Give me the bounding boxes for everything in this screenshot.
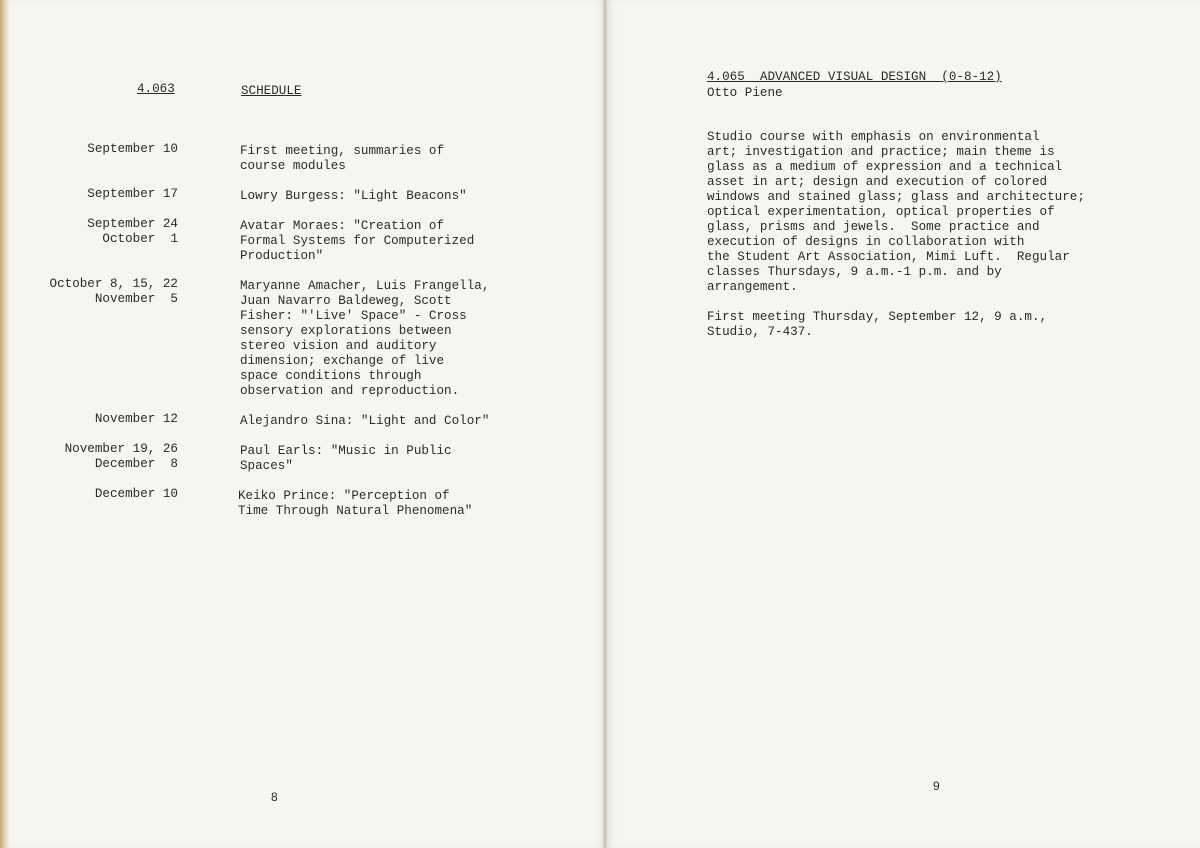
schedule-description: Avatar Moraes: "Creation of Formal Systems for Computerized Production" <box>240 219 475 263</box>
schedule-description: Paul Earls: "Music in Public Spaces" <box>240 444 452 473</box>
schedule-description: Alejandro Sina: "Light and Color" <box>240 414 490 428</box>
first-meeting: First meeting Thursday, September 12, 9 a.m., Studio, 7-437. <box>707 310 1048 339</box>
instructor: Otto Piene <box>707 86 783 100</box>
schedule-description: First meeting, summaries of course modules <box>240 144 445 173</box>
page-edge <box>0 0 10 848</box>
schedule-heading: SCHEDULE <box>241 84 302 98</box>
schedule-description: Keiko Prince: "Perception of Time Through Natural Phenomena" <box>238 489 473 518</box>
schedule-date: September 10 <box>87 142 178 156</box>
schedule-date: November 12 <box>94 412 178 426</box>
page-number: 8 <box>271 790 278 804</box>
course-description: Studio course with emphasis on environmental art; investigation and practice; main theme is glass as a medium of expression and a technical asset in art; design and execution of colored windows and stained glass; glass and architecture; optical experimentation, optical properties of glass, prisms and jewels. Some practice and execution of designs in collaboration with the Student Art Association, Mimi Luft. Regular classes Thursdays, 9 a.m.-1 p.m. and by arrangement. <box>707 130 1085 294</box>
schedule-date: October 8, 15, 22 November 5 <box>49 277 178 306</box>
schedule-date: November 19, 26 December 8 <box>64 442 178 471</box>
right-page <box>607 0 1200 848</box>
course-title: 4.065 ADVANCED VISUAL DESIGN (0-8-12) <box>707 70 1002 84</box>
schedule-date: December 10 <box>94 487 178 501</box>
course-number: 4.063 <box>137 82 175 96</box>
schedule-description: Lowry Burgess: "Light Beacons" <box>240 189 467 203</box>
page-number: 9 <box>933 779 940 793</box>
schedule-date: September 17 <box>87 187 178 201</box>
schedule-description: Maryanne Amacher, Luis Frangella, Juan Navarro Baldeweg, Scott Fisher: "'Live' Space" - Cross sensory explorations between stereo vision and auditory dimension; exchange of live space conditions through observation and reproduction. <box>240 279 490 398</box>
schedule-date: September 24 October 1 <box>87 217 178 246</box>
